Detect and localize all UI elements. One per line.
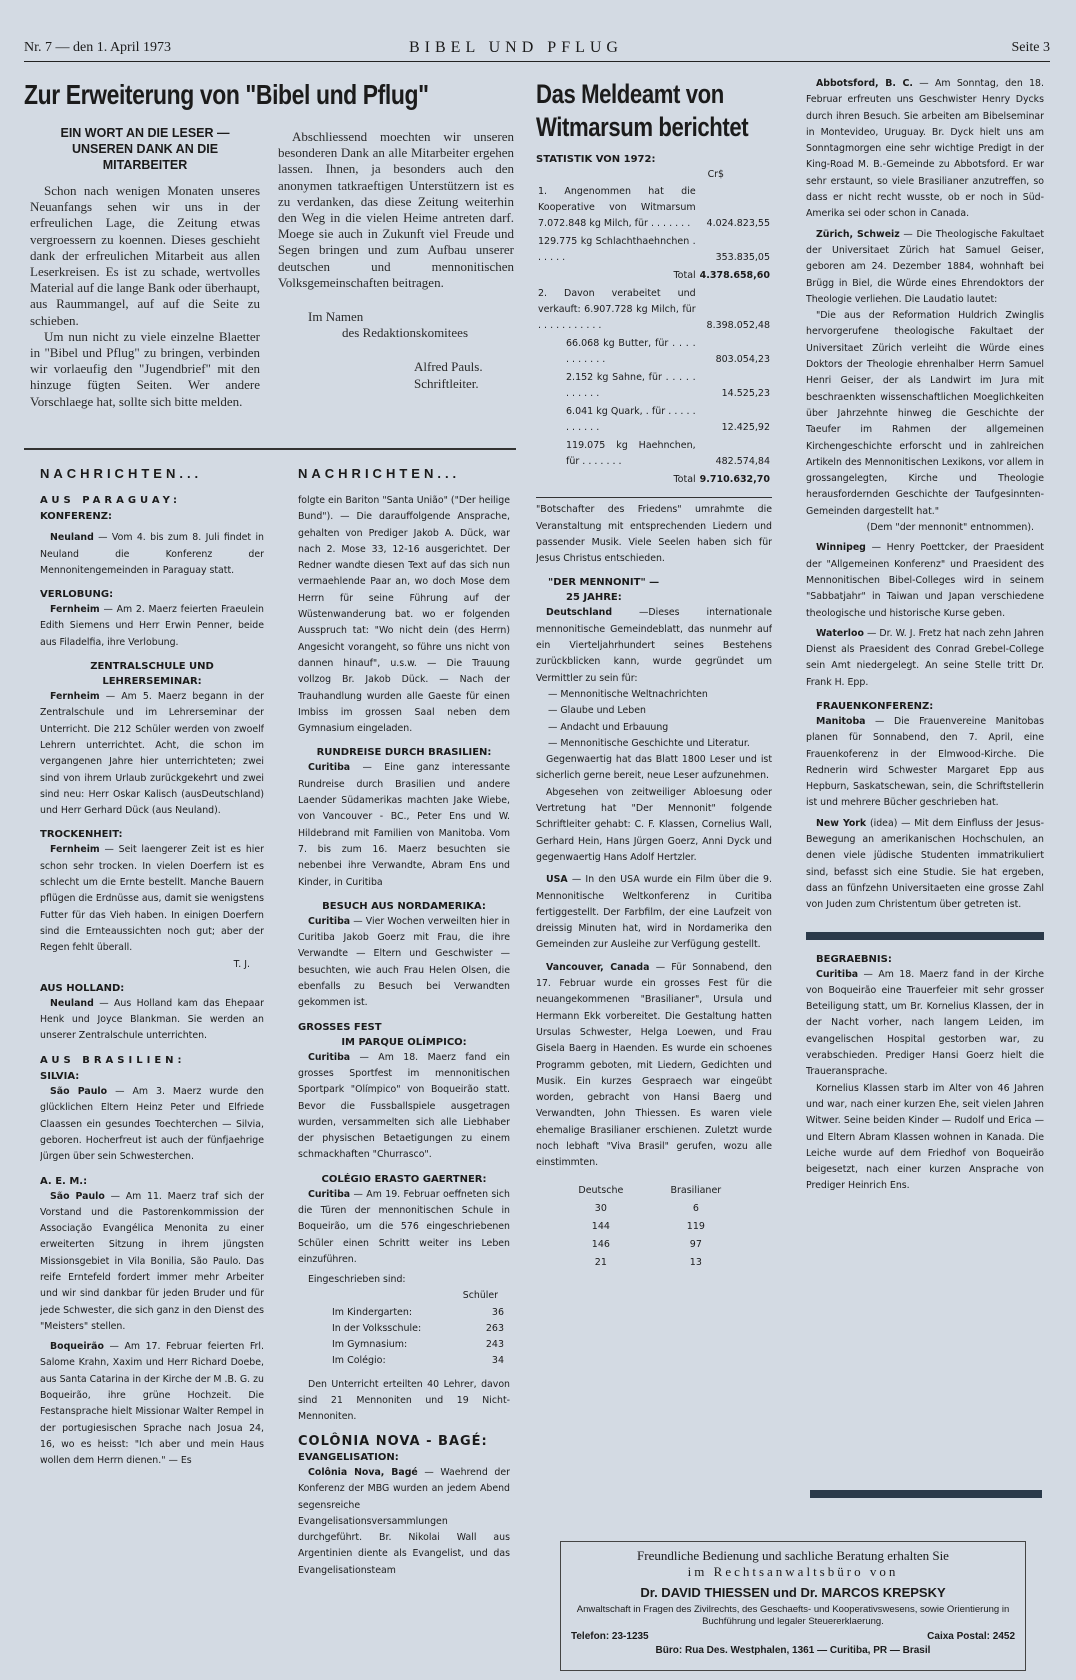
news-mid-text: folgte ein Bariton "Santa União" ("Der heilige Bund"). — Die darauffolgende Ansprache, gehalten von Prediger Jakob A. Dück, war nach 2. Mose 33, 12-16 ausgerichtet. Der Redner wandte diesen Text auf das sich nun vermaehlende Paar an, wo doch Mose dem Herrn für seine Führung auf der Wüstenwanderung bat. wo er folgenden Ausspruch tat: "Wo nicht dein (des Herrn) Angesicht vorangeht, so führe uns nicht von dannen hinauf", u.s.w. — Die Trauung vollzog Br. Jakob Dück. — Nach der Trauhandlung wurden alle Gaeste für einen Imbiss im grossen Saal neben dem Gymnasium eingeladen. RUNDREISE DURCH BRASILIEN: Curitiba — Eine ganz interessante Rundreise durch Brasilien und andere Laender Südamerikas machten Jake Wiebe, von Vancouver - BC., Peter Ens und W. Hildebrand mit Familien von Manitoba. Vom 7. bis zum 16. Maerz besuchten sie nebenbei ihre Verwandte, Abram Ens und Kinder, in Curitiba BESUCH AUS NORDAMERIKA: Curitiba — Vier Wochen verweilten hier in Curitiba Jakob Goerz mit Frau, die ihre Verwandte — Eltern und Geschwister — besuchten, wie auch Frau Helen Olsen, die ebenfalls zu Besuch bei Verwandten gekommen ist. GROSSES FEST IM PARQUE OLÍMPICO: Curitiba — Am 18. Maerz fand ein grosses Sportfest im mennonitischen Sportpark "Olímpico" von Boqueirão statt. Bevor die Fussballspiele ausgetragen wurden, versammelten sich alle Liebhaber der physischen Betaetigungen zu einem schmackhaften "Churrasco". COLÉGIO ERASTO GAERTNER: Curitiba — Am 19. Februar oeffneten sich die Türen der mennonitischen Schule in Boqueirão, um die 576 eingeschriebenen Schüler einen Schritt weiter ins Leben einzuführen. Eingeschrieben sind: Schüler Im Kindergarten: 36 In der Volksschule: 263 Im Gymnasium: 243 Im Colégio: 34 Den Unterricht erteilten 40 Lehrer, davon sind 21 Mennoniten und 19 Nicht-Mennoniten. COLÔNIA NOVA - BAGÉ: EVANGELISATION: Colônia Nova, Bagé — Waehrend der Konferenz der MBG wurden an jedem Abend segensreiche Evangelisationsversammlungen durchgeführt. Br. Nikolai Wall aus Argentinien diente als Evangelist, und das Evangelisationsteam — [298, 495, 510, 1576]
news-title: NACHRICHTEN... — [40, 466, 203, 481]
editorial-text-1: Schon nach wenigen Monaten unseres Neuanfangs sehen wir uns in der erfreulichen Lage, die Zeitung etwas vergroessern zu koennen. Dieses geschieht dank der erfreulichen Mitarbeit aus allen Leserkreisen. Es ist zu schade, wertvolles Material auf die lange Bank oder überhaupt, aus Raummangel, auf auf die Seite zu schieben. Um nun nicht zu viele einzelne Blaetter in "Bibel und Pflug" zu bringen, verbinden wir vorlaeufig den "Jugendbrief" mit den hinzuge fügten Seiten. Wer andere Vorschlaege hat, sollte sich bitte melden. — [30, 183, 260, 409]
guest-count-table — [556, 1182, 746, 1272]
right-column — [806, 76, 1044, 1474]
table-row: In der Volksschule: 263 — [332, 1322, 504, 1334]
news-title-2: NACHRICHTEN... — [298, 466, 461, 481]
list-item: — Mennonitische Geschichte und Literatur. — [548, 737, 750, 749]
ad-line-2: im Rechtsanwaltsbüro von — [687, 1564, 899, 1579]
closing-line-2: des Redaktionskomitees — [342, 325, 469, 341]
list-item: — Andacht und Erbauung — [548, 721, 669, 733]
ad-names: Dr. DAVID THIESSEN und Dr. MARCOS KREPSKY — [640, 1585, 946, 1600]
table-row: 66.068 kg Butter, für . . . . . . . . . . . 803.054,23 — [566, 338, 770, 366]
editorial-headline-box — [24, 78, 544, 118]
table-row: Deutsche Brasilianer — [578, 1184, 722, 1196]
signature-name: Alfred Pauls. — [414, 359, 483, 375]
table-row: Total 9.710.632,70 — [673, 474, 770, 486]
meldeamt-text: STATISTIK VON 1972: Cr$ 1. Angenommen hat die Kooperative von Witmarsum 7.072.848 kg Milch, für . . . . . . . 4.024.823,55 129.775 kg Schlachthaehnchen . . . . . . 353.835,05 Total 4.378.658,60 2. Davon verabeitet und verkauft: 6.907.728 kg Milch, für . . . . . . . . . . . 8.398.052,48 66.068 kg Butter, für . . . . . . . . . . . 803.054,23 2.152 kg Sahne, für . . . . . . . . . . . 14.525,23 6.041 kg Quark, . für . . . . . . . . . . . 12.425,92 119.075 kg Haehnchen, für . . . . . . . 482.574,84 Total 9.710.632,70 "Botschafter des Friedens" umrahmte die Veranstaltung mit entsprechenden Liedern und passender Musik. Viele Seelen haben sich für Jesus Christus entschieden. "DER MENNONIT" — 25 JAHRE: Deutschland —Dieses internationale mennonitische Gemeindeblatt, das nunmehr auf ein Vierteljahrhundert seines Bestehens zurückblicken kann, wurde gegründet um Vermittler zu sein für: — Mennonitische Weltnachrichten — Glaube und Leben — Andacht und Erbauung — Mennonitische Geschichte und Literatur. Gegenwaertig hat das Blatt 1800 Leser und ist sicherlich gerne bereit, neue Leser aufzunehmen. Abgesehen von zeitweiliger Abloesung oder Vertretung hat "Der Mennonit" folgende Schriftleiter gehabt: C. F. Klassen, Cornelius Wall, Gerhard Hein, Hans Jürgen Goerz, Anni Dyck und gegenwaertig Hans Adolf Hertzler. USA — In den USA wurde ein Film über die 9. Mennonitische Weltkonferenz in Curitiba fertiggestellt. Der Farbfilm, der eine Laufzeit von dreissig Minuten hat, wird in Nordamerika den Gemeinden zur Ausleihe zur Verfügung gestellt. Vancouver, Canada — Für Sonnabend, den 17. Februar wurde ein grosses Fest für die neuangekommenen "Brasilianer", Ursula und Hermann Ekk vorbereitet. Die Gestaltung hatten Ursulas Schwester, Helga Loewen, und Frau Gisela Baerg in Haenden. Es wurde ein schoenes Programm geboten, mit Liedern, Gedichten und Musik. Ein kurzes Gespraech war eingeübt worden, gebracht von Hansi Baerg und Verwandten, John Thiessen. Es waren viele ehemalige Brasilianer erschienen. Zuletzt wurde noch lebhaft "Viva Brasil" gerufen, wozu alle einstimmten. Deutsche Brasilianer 30 6 144 119 146 97 21 13 — [536, 152, 772, 1272]
issue-date: Nr. 7 — den 1. April 1973 — [24, 40, 171, 55]
editorial-text-2: Abschliessend moechten wir unseren besonderen Dank an alle Mitarbeiter ergehen lassen. Ihnen, ja besonders auch den anonymen tatkraeftigen Unterstützern ist es zu verdanken, das diese Zeitung weiterhin den Weg in die vielen Heime antreten darf. Moege sie auch in Zukunft viel Freude und Segen bringen und zum Aufbau unserer deutschen und mennonitischen Volksgemeinschaften beitragen. Im Namen des Redaktionskomitees Alfred Pauls. Schriftleiter. — [278, 129, 514, 391]
statistics-table-2 — [536, 285, 772, 489]
table-row: 129.775 kg Schlachthaehnchen . . . . . . 353.835,05 — [538, 236, 770, 264]
editorial-col-2 — [278, 129, 514, 435]
signature-role: Schriftleiter. — [414, 375, 479, 391]
news-col-left — [40, 466, 264, 1676]
meldeamt-column — [536, 78, 772, 1408]
table-row: 119.075 kg Haehnchen, für . . . . . . . 482.574,84 — [566, 440, 770, 468]
table-row: 2. Davon verabeitet und verkauft: 6.907.728 kg Milch, für . . . . . . . . . . . 8.398.052,48 — [538, 288, 770, 332]
meldeamt-headline-2: Witmarsum berichtet — [536, 112, 749, 142]
table-row: 30 6 — [594, 1202, 699, 1214]
divider — [24, 448, 516, 450]
meldeamt-headline-1: Das Meldeamt von — [536, 79, 724, 109]
right-column-text: Abbotsford, B. C. — Am Sonntag, den 18. Februar erfreuten uns Geschwister Henry Dycks durch ihren Besuch. Sie arbeiten am Bibelseminar in Montevideo, Uruguay. Br. Dyck hielt uns am Sonntagmorgen eine sehr wichtige Predigt in der King-Road M. B.-Gemeinde zu Abbotsford. Er war sehr erstaunt, so viele Brasilianer anzutreffen, so dass er nicht recht wusste, ob er noch in Süd-Amerika sei oder schon in Canada. Zürich, Schweiz — Die Theologische Fakultaet der Universitaet Zürich hat Samuel Geiser, geboren am 24. Dezember 1884, wohnhaft bei Brügg in Biel, die Würde eines Ehrendoktors der Theologie verliehen. Die Laudatio lautet: "Die aus der Reformation Huldrich Zwinglis hervorgerufene theologische Fakultaet der Universitaet Zürich verleiht die Würde eines Doktors der Theologie ehrenhalber Herrn Samuel Henri Geiser, der als Landwirt im Jura mit beschraenkten wissenschaftlichen Moeglichkeiten über Jahrzehnte hinweg die Geschichte der Taeufer im Rahmen der allgemeinen Kirchengeschichte erforscht und in zahlreichen Artikeln des Mennonitischen Lexikons, vor allem in grossangelegten, Kirche und Theologie herausfordernden Geschichte der Taufgesinnten-Gemeinden dargestellt hat." (Dem "der mennonit" entnommen). Winnipeg — Henry Poettcker, der Praesident der "Allgemeinen Konferenz" und Praesident des Mennonitischen Bibel-Colleges wird in seinem "Sabbatjahr" in Taiwan und Japan verschiedene theologische und historische Kurse geben. Waterloo — Dr. W. J. Fretz hat nach zehn Jahren Dienst als Praesident des Conrad Grebel-College sein Amt niedergelegt. An seine Stelle tritt Dr. Frank H. Epp. FRAUENKONFERENZ: Manitoba — Die Frauenvereine Manitobas planen für Sonnabend, den 7. April, eine Frauenkoferenz in der Elmwood-Kirche. Die Rednerin wird Schwester Margaret Epp aus Hepburn, Saskatschewan, sein, die Schriftstellerin ist und mehrere Bücher geschrieben hat. New York (idea) — Mit dem Einfluss der Jesus-Bewegung an amerikanischen Hochschulen, an denen viele jüdische Studenten immatrikuliert sind, befasst sich eine Studie. Sie hat ergeben, dass an fünfzehn Universitaeten eine grosse Zahl von Juden zum Christentum über getreten ist. BEGRAEBNIS: Curitiba — Am 18. Maerz fand in der Kirche von Boqueirão eine Trauerfeier mit sehr grosser Beteiligung statt, um Br. Kornelius Klassen, der in der Nacht vorher, nach langem Leiden, im evangelischen Hospital gestorben war, zu verabschieden. Prediger Hansi Goerz hielt die Traueransprache. Kornelius Klassen starb im Alter von 46 Jahren und war, nach einer kurzen Ehe, seit vielen Jahren Witwer. Seine beiden Kinder — Rudolf und Erica — und Eltern Abram Klassen wohnen in Kanada. Die Leiche wurde auf dem Friedhof von Boqueirão beigesetzt, nach einer kurzen Ansprache von Prediger Heinrich Ens. — [806, 78, 1044, 1192]
table-row: 1. Angenommen hat die Kooperative von Witmarsum 7.072.848 kg Milch, für . . . . . . . 4.024.823,55 — [538, 186, 770, 230]
mennonit-topic-list — [536, 687, 772, 752]
closing-line-1: Im Namen — [308, 309, 364, 325]
editorial-subheading: EIN WORT AN DIE LESER — UNSEREN DANK AN DIE MITARBEITER — [60, 126, 230, 172]
statistics-table-1 — [536, 183, 772, 285]
table-row: Im Kindergarten: 36 — [332, 1306, 504, 1318]
ad-line-1: Freundliche Bedienung und sachliche Beratung erhalten Sie — [637, 1548, 949, 1563]
section-bar-bottom — [810, 1490, 1042, 1498]
list-item: — Glaube und Leben — [548, 705, 646, 717]
table-row: 146 97 — [591, 1238, 702, 1250]
table-row: Im Gymnasium: 243 — [332, 1338, 504, 1350]
table-row: 21 13 — [594, 1256, 702, 1268]
editorial-headline: Zur Erweiterung von "Bibel und Pflug" — [24, 79, 429, 110]
table-row: Im Colégio: 34 — [332, 1354, 504, 1366]
table-row: Total 4.378.658,60 — [673, 270, 770, 282]
ad-address: Büro: Rua Des. Westphalen, 1361 — Curitiba, PR — Brasil — [655, 1645, 931, 1656]
law-office-advertisement — [560, 1541, 1026, 1671]
list-item: — Mennonitische Weltnachrichten — [548, 688, 708, 700]
section-bar — [806, 932, 1044, 940]
editorial-col-1 — [30, 125, 260, 425]
table-row: 6.041 kg Quark, . für . . . . . . . . . . . 12.425,92 — [566, 406, 770, 434]
school-enrolment-table — [330, 1305, 506, 1369]
masthead-title: BIBEL UND PFLUG — [409, 39, 623, 56]
ad-description: Anwaltschaft in Fragen des Zivilrechts, des Geschaefts- und Kooperativswesens, sowie Orientierung in Buchführung und legaler Steuererklaerung. — [576, 1604, 1010, 1627]
page-header — [24, 38, 1050, 62]
page-number: Seite 3 — [1011, 40, 1050, 55]
news-left-text: AUS PARAGUAY: KONFERENZ: Neuland — Vom 4. bis zum 8. Juli findet in Neuland die Konferenz der Mennonitengemeinden in Paraguay statt. VERLOBUNG: Fernheim — Am 2. Maerz feierten Fraeulein Edith Siemens und Herr Erwin Penner, beide aus Filadelfia, ihre Verlobung. ZENTRALSCHULE UND LEHRERSEMINAR: Fernheim — Am 5. Maerz begann in der Zentralschule und im Lehrerseminar der Unterricht. Die 212 Schüler werden von zwoelf Lehrern unterrichtet. Acht, die schon im vergangenen Jahre hier unterrichteten; zwei sind von ihrem Urlaub zurückgekehrt und zwei sind neu: Herr Oskar Kalisch (ausDeutschland) und Herr Gerhard Dück (aus Neuland). TROCKENHEIT: Fernheim — Seit laengerer Zeit ist es hier schon sehr trocken. In vielen Doerfern ist es schlecht um die Ernte bestellt. Manche Bauern pflügen die Erdnüsse aus, damit sie wenigstens Futter für das Vieh haben. In einigen Doerfern sind die Ernteaussichten noch gut; aber der Regen fehlt überall. T. J. AUS HOLLAND: Neuland — Aus Holland kam das Ehepaar Henk und Joyce Blankman. Sie werden an unserer Zentralschule unterrichten. AUS BRASILIEN: SILVIA: São Paulo — Am 3. Maerz wurde den glücklichen Eltern Heinz Peter und Elfriede Claassen ein gesundes Toechterchen — Silvia, geboren. Hocherfreut ist auch der fünfjaehrige Jürgen über sein Schwesterchen. A. E. M.: São Paulo — Am 11. Maerz traf sich der Vorstand und die Pastorenkommission der Associação Evangélica Menonita zu einer erweiterten Sitzung in ihrem jüngsten Missionsgebiet in Vila Bonilia, São Paulo. Das reife Erntefeld fordert immer mehr Arbeiter und wir sind dankbar für jeden Bruder und für jede Schwester, die sich ganz in den Dienst des "Meisters" stellen. Boqueirão — Am 17. Februar feierten Frl. Salome Krahn, Xaxim und Herr Richard Doebe, aus Santa Catarina in der Kirche der M .B. G. zu Boqueirão, ihre grüne Hochzeit. Die Festansprache hielt Missionar Walter Rempel in der portugiesischen Sprache nach Josua 24, 16, wo es heisst: "Ich aber und mein Haus wollen dem Herrn dienen." — Es — [40, 495, 264, 1467]
news-col-mid — [298, 466, 510, 1676]
table-row: 144 119 — [591, 1220, 705, 1232]
table-row: 2.152 kg Sahne, für . . . . . . . . . . . 14.525,23 — [566, 372, 770, 400]
ad-contact-row: Telefon: 23-1235 Caixa Postal: 2452 — [571, 1631, 1015, 1642]
